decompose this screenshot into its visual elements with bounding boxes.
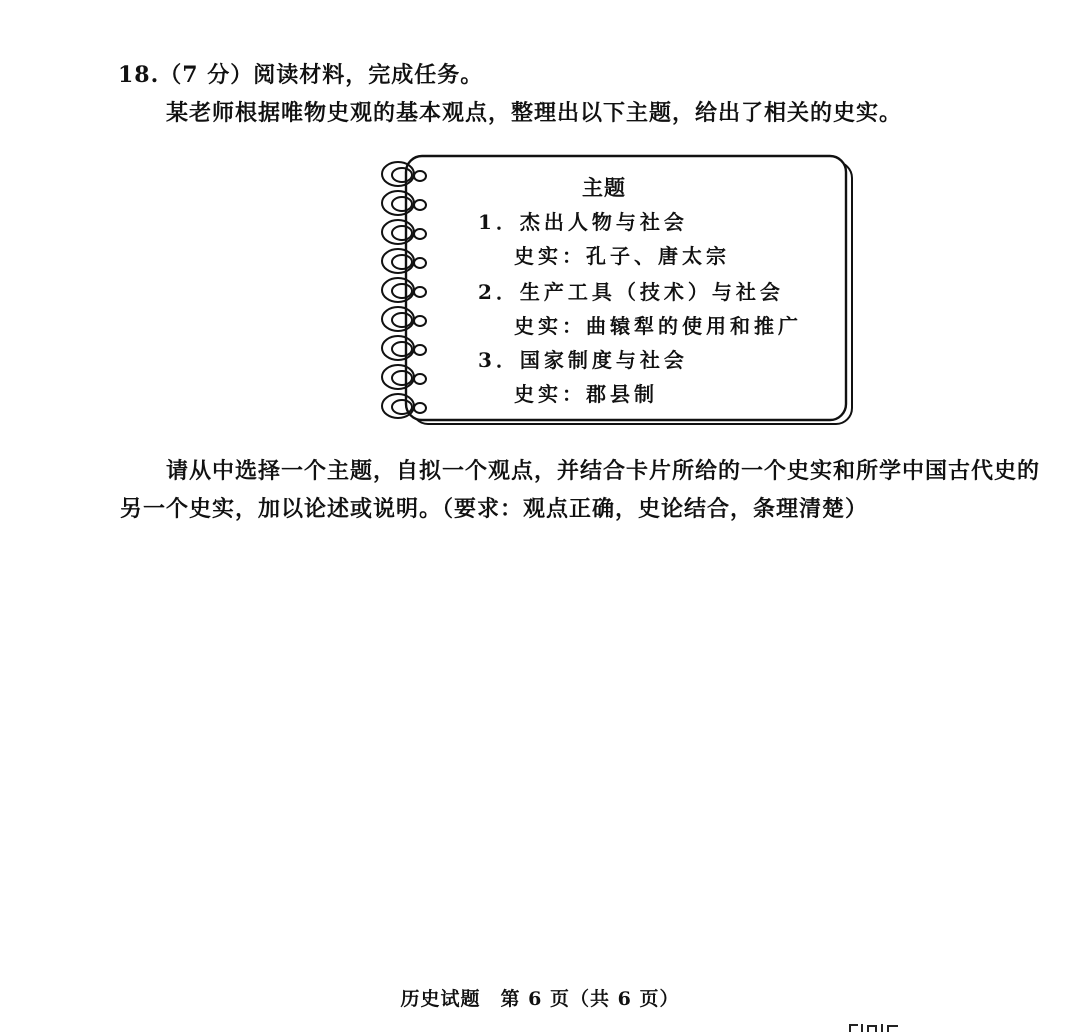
topic-1-fact: 史实：孔子、唐太宗 (514, 244, 730, 268)
scan-edge-mark (846, 1022, 906, 1033)
topic-2-label: 2．生产工具（技术）与社会 (478, 280, 784, 304)
topic-3-fact: 史实：郡县制 (514, 382, 658, 406)
topic-1-label: 1．杰出人物与社会 (478, 210, 688, 234)
question-header: 18.（7 分）阅读材料，完成任务。 (118, 62, 484, 88)
question-intro: 某老师根据唯物史观的基本观点，整理出以下主题，给出了相关的史实。 (166, 100, 903, 126)
task-instructions: 请从中选择一个主题，自拟一个观点，并结合卡片所给的一个史实和所学中国古代史的另一个史实，加以论述或说明。（要求：观点正确，史论结合，条理清楚） (120, 458, 1041, 522)
card-title: 主题 (582, 175, 626, 200)
topic-3-label: 3．国家制度与社会 (478, 348, 688, 372)
page-footer: 历史试题 第 6 页（共 6 页） (400, 988, 680, 1010)
topic-2-fact: 史实：曲辕犁的使用和推广 (514, 314, 802, 338)
topic-card (376, 152, 856, 428)
